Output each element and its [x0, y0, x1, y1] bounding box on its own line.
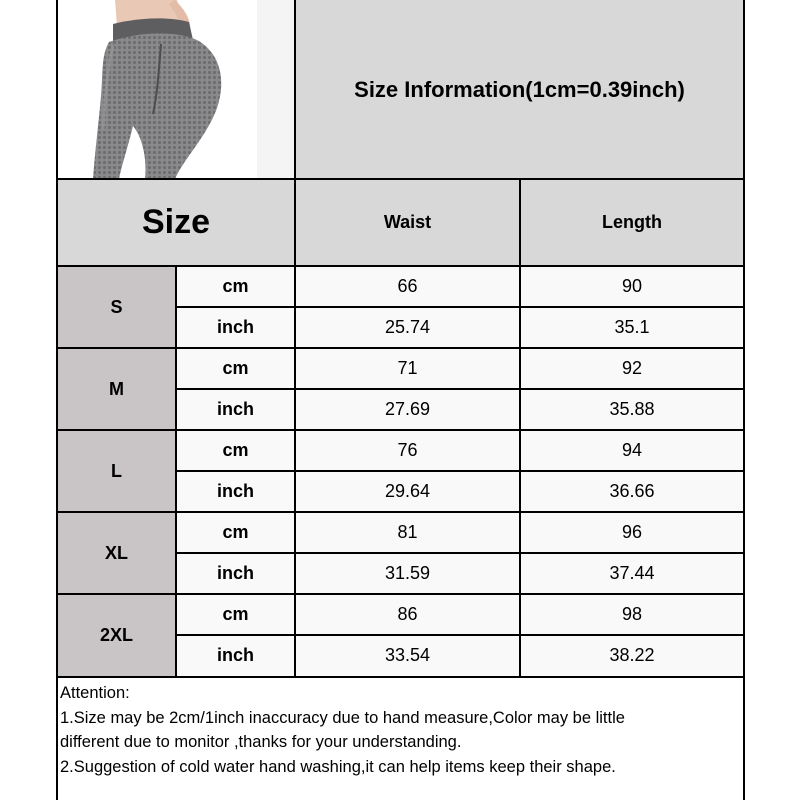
length-value-cell: [520, 389, 744, 430]
length-value-cell: [520, 594, 744, 635]
length-value: 35.88: [609, 399, 655, 419]
waist-value: 76: [397, 440, 418, 460]
unit-cell: [176, 430, 295, 471]
waist-value: 25.74: [384, 317, 431, 337]
size-label: S: [110, 296, 123, 317]
length-value-cell: [520, 471, 744, 512]
unit: inch: [216, 317, 254, 337]
length-value-cell: [520, 430, 744, 471]
length-header-cell: [520, 179, 744, 266]
unit: cm: [222, 604, 249, 624]
length-value: 92: [621, 358, 643, 378]
size-label-cell: [57, 430, 176, 512]
unit-cell: [176, 512, 295, 553]
unit: cm: [222, 440, 249, 460]
attention-heading: Attention:: [60, 684, 130, 702]
length-value: 38.22: [609, 645, 655, 665]
length-value: 90: [621, 276, 643, 296]
waist-value-cell: [295, 266, 520, 307]
length-value: 98: [621, 604, 643, 624]
unit: cm: [222, 276, 249, 296]
attention-notes: [60, 679, 744, 800]
unit: inch: [216, 645, 254, 665]
waist-value-cell: [295, 389, 520, 430]
size-label-cell: [57, 594, 176, 676]
length-header: Length: [602, 212, 662, 232]
waist-value: 66: [397, 276, 418, 296]
length-value-cell: [520, 553, 744, 594]
waist-value: 86: [397, 604, 418, 624]
size-label: M: [109, 378, 124, 399]
waist-value-cell: [295, 512, 520, 553]
length-value-cell: [520, 266, 744, 307]
product-photo: [57, 0, 295, 179]
length-value-cell: [520, 512, 744, 553]
waist-value-cell: [295, 594, 520, 635]
size-label-cell: [57, 266, 176, 348]
length-value: 37.44: [609, 563, 655, 583]
size-label: L: [111, 460, 122, 481]
waist-value-cell: [295, 471, 520, 512]
waist-value: 31.59: [384, 563, 431, 583]
waist-value: 81: [397, 522, 418, 542]
unit: cm: [222, 522, 249, 542]
size-label: 2XL: [99, 624, 133, 645]
length-value-cell: [520, 635, 744, 676]
unit: inch: [216, 399, 254, 419]
unit: inch: [216, 481, 254, 501]
waist-value-cell: [295, 348, 520, 389]
size-info-title-cell: [295, 0, 744, 179]
attention-note-2: different due to monitor ,thanks for your understanding.: [60, 733, 462, 751]
unit-cell: [176, 348, 295, 389]
unit-cell: [176, 266, 295, 307]
waist-header: Waist: [383, 212, 432, 232]
size-label-cell: [57, 512, 176, 594]
unit-cell: [176, 307, 295, 348]
length-value: 36.66: [609, 481, 655, 501]
length-value: 35.1: [614, 317, 650, 337]
waist-value-cell: [295, 635, 520, 676]
waist-header-cell: [295, 179, 520, 266]
length-value-cell: [520, 348, 744, 389]
unit-cell: [176, 553, 295, 594]
unit-cell: [176, 635, 295, 676]
unit: inch: [216, 563, 254, 583]
size-label-cell: [57, 348, 176, 430]
length-value-cell: [520, 307, 744, 348]
size-header-cell: [57, 179, 295, 266]
unit-cell: [176, 594, 295, 635]
length-value: 94: [621, 440, 643, 460]
waist-value: 71: [397, 358, 418, 378]
size-header: Size: [141, 203, 211, 241]
waist-value-cell: [295, 430, 520, 471]
waist-value: 33.54: [384, 645, 431, 665]
waist-value-cell: [295, 553, 520, 594]
size-label: XL: [104, 542, 128, 563]
waist-value: 27.69: [384, 399, 431, 419]
attention-note-3: 2.Suggestion of cold water hand washing,it can help items keep their shape.: [60, 757, 616, 776]
waist-value: 29.64: [384, 481, 431, 501]
leggings-illustration: [57, 0, 295, 179]
unit-cell: [176, 471, 295, 512]
length-value: 96: [621, 522, 643, 542]
attention-note-1: 1.Size may be 2cm/1inch inaccuracy due to hand measure,Color may be little: [60, 708, 625, 727]
size-info-title: Size Information(1cm=0.39inch): [354, 76, 685, 102]
waist-value-cell: [295, 307, 520, 348]
unit: cm: [222, 358, 249, 378]
unit-cell: [176, 389, 295, 430]
